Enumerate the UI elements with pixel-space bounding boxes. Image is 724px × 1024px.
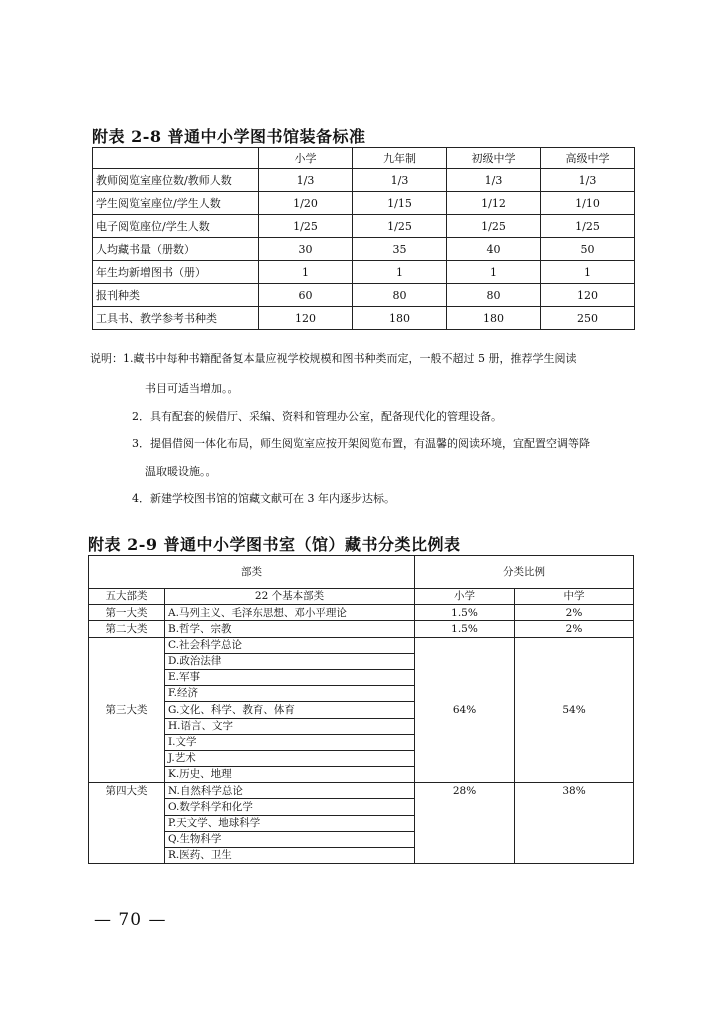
category-item: F.经济: [165, 686, 415, 702]
table-row: [89, 605, 634, 621]
category-item: K.历史、地理: [165, 767, 415, 783]
category-item: A.马列主义、毛泽东思想、邓小平理论: [165, 605, 415, 621]
primary-ratio: 28%: [415, 783, 515, 864]
table-row: [93, 261, 635, 284]
note-line: 3．提倡借阅一体化布局，师生阅览室应按开架阅览布置，有温馨的阅读环境，宜配置空调等降: [132, 437, 590, 450]
library-equipment-standard-table: [92, 147, 635, 330]
group-name: 第二大类: [89, 621, 165, 637]
category-item: C.社会科学总论: [165, 637, 415, 653]
table-row: [93, 307, 635, 330]
table2-title: 附表 2-9 普通中小学图书室（馆）藏书分类比例表: [88, 535, 461, 554]
category-item: G.文化、科学、教育、体育: [165, 702, 415, 718]
table-cell: 1: [447, 261, 541, 284]
table-cell: 1/25: [541, 215, 635, 238]
table-cell: 80: [447, 284, 541, 307]
table-cell: 1/3: [259, 169, 353, 192]
group-name: 第三大类: [89, 637, 165, 783]
table-row: [89, 783, 634, 799]
table-cell: 120: [259, 307, 353, 330]
secondary-ratio: 2%: [515, 621, 634, 637]
secondary-ratio: 2%: [515, 605, 634, 621]
table-row: [93, 192, 635, 215]
row-label: 报刊种类: [93, 284, 259, 307]
table1-header-cell: 小学: [259, 148, 353, 169]
group-name: 第一大类: [89, 605, 165, 621]
row-label: 电子阅览座位/学生人数: [93, 215, 259, 238]
table-cell: 1/3: [541, 169, 635, 192]
category-item: Q.生物科学: [165, 831, 415, 847]
category-item: D.政治法律: [165, 653, 415, 669]
row-label: 年生均新增图书（册）: [93, 261, 259, 284]
secondary-ratio: 38%: [515, 783, 634, 864]
table-cell: 180: [353, 307, 447, 330]
table-cell: 180: [447, 307, 541, 330]
table-cell: 1: [259, 261, 353, 284]
table-row: [93, 284, 635, 307]
category-item: O.数学科学和化学: [165, 799, 415, 815]
note-line: 2．具有配套的候借厅、采编、资料和管理办公室，配备现代化的管理设备。: [132, 410, 502, 423]
table-row: [93, 169, 635, 192]
table-cell: 50: [541, 238, 635, 261]
primary-ratio: 1.5%: [415, 621, 515, 637]
table-row: [89, 621, 634, 637]
table-cell: 1/12: [447, 192, 541, 215]
row-label: 学生阅览室座位/学生人数: [93, 192, 259, 215]
table-row: [93, 238, 635, 261]
table-cell: 80: [353, 284, 447, 307]
table-cell: 35: [353, 238, 447, 261]
table1-header-cell: 高级中学: [541, 148, 635, 169]
subheader-cell: 22 个基本部类: [165, 589, 415, 605]
table-cell: 1/3: [447, 169, 541, 192]
category-item: J.艺术: [165, 750, 415, 766]
table-cell: 40: [447, 238, 541, 261]
category-item: I.文学: [165, 734, 415, 750]
table-cell: 1/15: [353, 192, 447, 215]
group-name: 第四大类: [89, 783, 165, 864]
table-cell: 1: [353, 261, 447, 284]
subheader-cell: 小学: [415, 589, 515, 605]
table-row: [93, 215, 635, 238]
table2-header-row: [89, 556, 634, 589]
table2-subheader-row: [89, 589, 634, 605]
primary-ratio: 64%: [415, 637, 515, 783]
table-cell: 120: [541, 284, 635, 307]
category-item: E.军事: [165, 669, 415, 685]
table-cell: 1/25: [353, 215, 447, 238]
table-row: [89, 637, 634, 653]
row-label: 工具书、教学参考书种类: [93, 307, 259, 330]
note-line: 温取暖设施。。: [145, 465, 217, 478]
row-label: 教师阅览室座位数/教师人数: [93, 169, 259, 192]
category-item: R.医药、卫生: [165, 848, 415, 864]
table-cell: 1: [541, 261, 635, 284]
table1-header-cell: 初级中学: [447, 148, 541, 169]
note-line: 书目可适当增加。。: [145, 382, 239, 395]
secondary-ratio: 54%: [515, 637, 634, 783]
table-cell: 250: [541, 307, 635, 330]
table-cell: 1/20: [259, 192, 353, 215]
primary-ratio: 1.5%: [415, 605, 515, 621]
subheader-cell: 五大部类: [89, 589, 165, 605]
table1-header-row: [93, 148, 635, 169]
category-item: P.天文学、地球科学: [165, 815, 415, 831]
book-classification-ratio-table: [88, 555, 634, 864]
ratio-header: 分类比例: [415, 556, 634, 589]
table1-title: 附表 2-8 普通中小学图书馆装备标准: [92, 127, 366, 146]
category-header: 部类: [89, 556, 415, 589]
page-number: — 70 —: [94, 910, 167, 930]
category-item: H.语言、文字: [165, 718, 415, 734]
table1-header-cell: 九年制: [353, 148, 447, 169]
subheader-cell: 中学: [515, 589, 634, 605]
note-line: 4．新建学校图书馆的馆藏文献可在 3 年内逐步达标。: [132, 492, 395, 505]
table-cell: 1/10: [541, 192, 635, 215]
note-line: 说明：1.藏书中每种书籍配备复本量应视学校规模和图书种类而定，一般不超过 5 册，推荐学生阅读: [90, 352, 577, 365]
table-cell: 1/3: [353, 169, 447, 192]
table1-header-cell: [93, 148, 259, 169]
row-label: 人均藏书量（册数）: [93, 238, 259, 261]
table-cell: 1/25: [259, 215, 353, 238]
table-cell: 1/25: [447, 215, 541, 238]
table-cell: 30: [259, 238, 353, 261]
table-cell: 60: [259, 284, 353, 307]
category-item: B.哲学、宗教: [165, 621, 415, 637]
category-item: N.自然科学总论: [165, 783, 415, 799]
